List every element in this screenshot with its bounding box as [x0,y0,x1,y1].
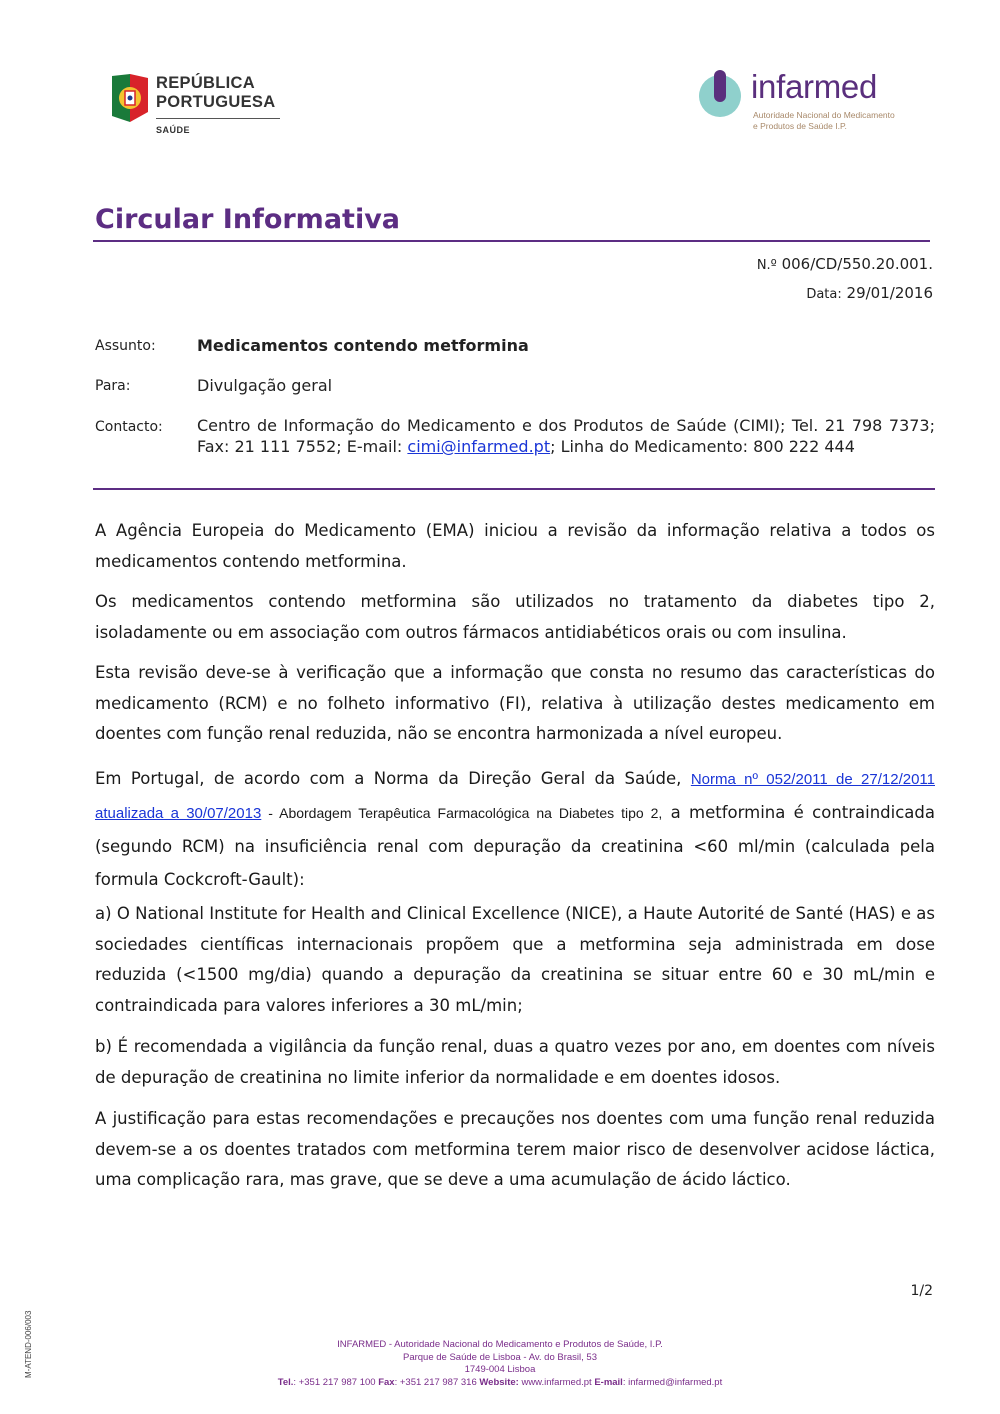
republica-portuguesa-logo [110,72,290,138]
paragraph-6: b) É recomendada a vigilância da função renal, duas a quatro vezes por ano, em doentes com níveis de depuração de creatinina no limite inferior da normalidade e em doentes idosos. [95,1037,935,1087]
logo-divider [156,118,280,119]
saude-text: SAÚDE [156,125,191,135]
coat-of-arms-icon [110,72,150,124]
paragraph-3: Esta revisão deve-se à verificação que a informação que consta no resumo das características do medicamento (RCM) e no folheto informativo (FI), relativa à utilização destes medicamento em doentes com função renal reduzida, não se encontra harmonizada a nível europeu. [95,663,935,743]
infarmed-wordmark: infarmed [751,68,877,105]
contacto-label: Contacto: [95,419,163,435]
assunto-value: Medicamentos contendo metformina [197,336,529,355]
title-divider [93,240,930,242]
infarmed-logo [695,70,900,142]
circular-number: N.º 006/CD/550.20.001. [756,255,933,273]
footer-address: Parque de Saúde de Lisboa - Av. do Brasil, 53 [402,1351,597,1363]
footer-city: 1749-004 Lisboa [464,1364,536,1375]
paragraph-7: A justificação para estas recomendações e precauções nos doentes com uma função renal reduzida devem-se a os doentes tratados com metformina terem maior risco de desenvolver acidose láctica, uma complicação rara, mas grave, que se deve a uma acumulação de ácido láctico. [95,1109,935,1189]
paragraph-5: a) O National Institute for Health and Clinical Excellence (NICE), a Haute Autorité de Santé (HAS) e as sociedades científicas internacionais propõem que a metformina seja administrada em dose reduzida (<1500 mg/dia) quando a depuração da creatinina se situar entre 60 e 30 mL/min e contraindicada para valores inferiores a 30 mL/min; [95,904,935,1015]
header-separator [93,488,935,490]
infarmed-drop-icon [695,70,745,120]
assunto-label: Assunto: [95,338,156,354]
infarmed-subtitle: Autoridade Nacional do Medicamento e Produtos de Saúde I.P. [753,110,895,131]
paragraph-2: Os medicamentos contendo metformina são utilizados no tratamento da diabetes tipo 2, isoladamente ou em associação com outros fármacos antidiabéticos orais ou com insulina. [95,592,935,642]
footer [150,1339,850,1389]
para-value: Divulgação geral [197,376,333,395]
footer-org: INFARMED - Autoridade Nacional do Medicamento e Produtos de Saúde, I.P. [337,1339,663,1350]
norma-dgs-link[interactable]: Norma nº 052/2011 de 27/12/2011 atualizada a 30/07/2013 [95,771,935,822]
page-title: Circular Informativa [95,204,401,235]
cimi-email-link[interactable]: cimi@infarmed.pt [407,437,551,456]
republica-portuguesa-text: REPÚBLICA PORTUGUESA [156,74,276,111]
page-number: 1/2 [910,1283,933,1299]
footer-contacts: Tel.: +351 217 987 100 Fax: +351 217 987 316 Website: www.infarmed.pt E-mail: infarmed@infarmed.pt [277,1376,723,1388]
circular-date: Data: 29/01/2016 [806,284,933,302]
paragraph-1: A Agência Europeia do Medicamento (EMA) iniciou a revisão da informação relativa a todos os medicamentos contendo metformina. [95,521,935,571]
contacto-value: Centro de Informação do Medicamento e dos Produtos de Saúde (CIMI); Tel. 21 798 7373; Fax: 21 111 7552; E-mail: cimi@infarmed.pt; Linha do Medicamento: 800 222 444 [197,416,935,456]
para-label: Para: [95,378,131,394]
paragraph-4: Em Portugal, de acordo com a Norma da Direção Geral da Saúde, Norma nº 052/2011 de 27/12/2011 atualizada a 30/07/2013 - Abordagem Terapêutica Farmacológica na Diabetes tipo 2, a metformina é contraindicada (segundo RCM) na insuficiência renal com depuração da creatinina <60 ml/min (calculada pela formula Cockcroft-Gault): [95,769,936,889]
document-code: M-ATEND-006/003 [24,1310,33,1378]
